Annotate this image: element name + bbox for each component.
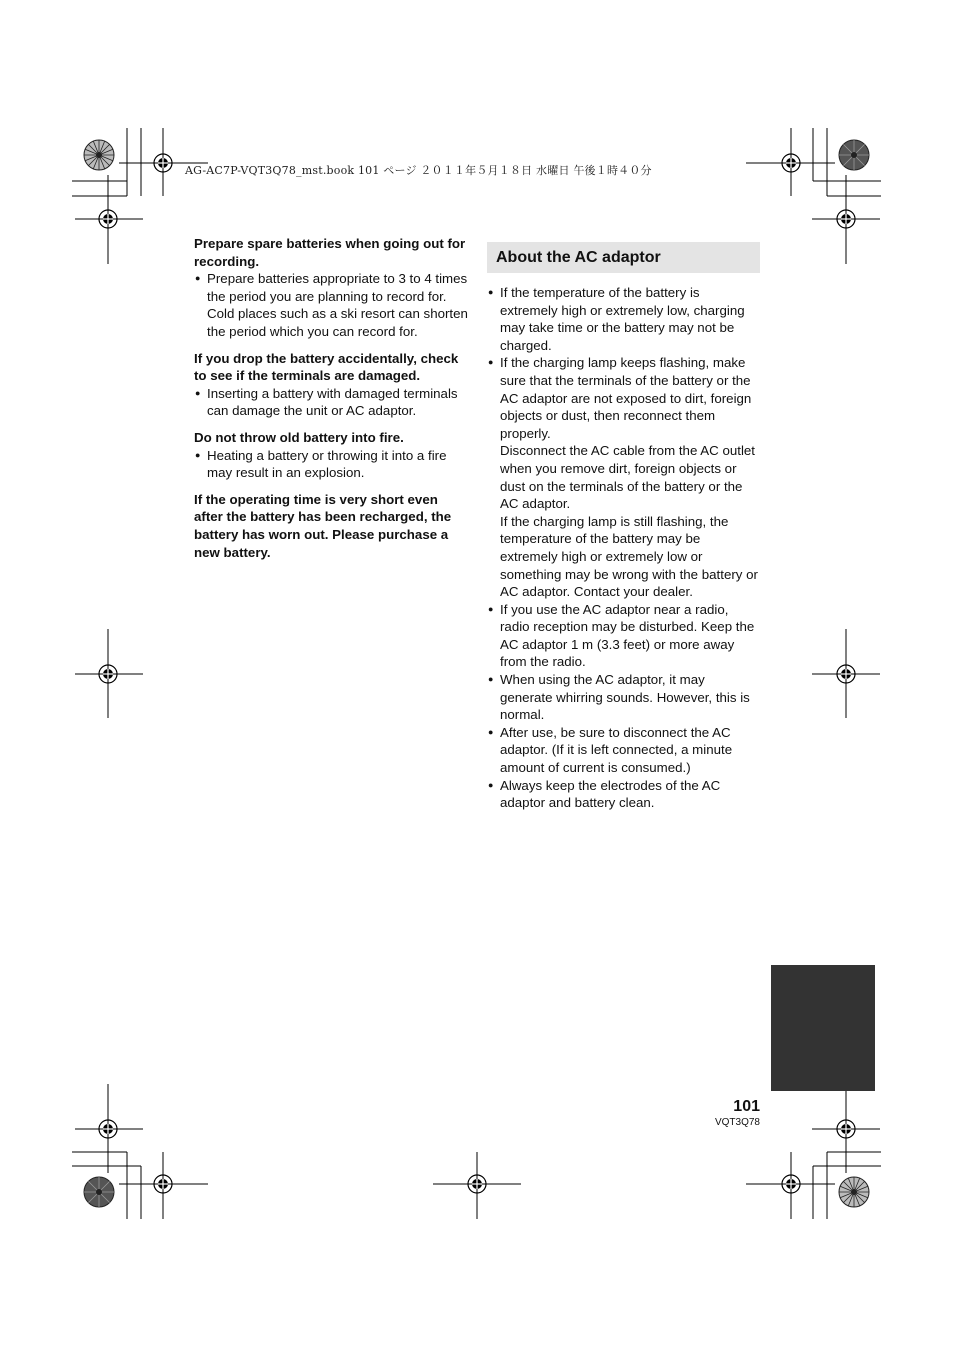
- section-heading: Prepare spare batteries when going out for recording.: [194, 236, 466, 269]
- document-code: VQT3Q78: [714, 1117, 760, 1128]
- list-item: [487, 724, 760, 777]
- ac-adaptor-bullets: [487, 284, 760, 812]
- list-item: [487, 777, 760, 812]
- list-item: [487, 671, 760, 724]
- right-column: [487, 242, 760, 812]
- list-item-text: When using the AC adaptor, it may generate whirring sounds. However, this is normal.: [500, 672, 750, 723]
- list-item: [487, 601, 760, 671]
- closing-note: If the operating time is very short even after the battery has been recharged, the battery has worn out. Please purchase a new battery.: [194, 491, 452, 560]
- section-fire-warning: [194, 429, 469, 482]
- list-item-extra: Disconnect the AC cable from the AC outlet when you remove dirt, foreign objects or dust on the terminals of the battery or the AC adaptor.: [500, 443, 755, 512]
- bullet-list: [194, 385, 469, 420]
- section-spare-batteries: [194, 235, 469, 341]
- section-heading: If you drop the battery accidentally, check to see if the terminals are damaged.: [194, 350, 459, 384]
- list-item-text: If the temperature of the battery is extremely high or extremely low, charging may take time or the battery may not be charged.: [500, 285, 745, 353]
- bullet-list: [194, 447, 469, 482]
- list-item: ● Inserting a battery with damaged terminals can damage the unit or AC adaptor.: [194, 385, 469, 420]
- section-title-ac-adaptor: About the AC adaptor: [487, 242, 760, 273]
- section-drop-battery: [194, 350, 469, 420]
- bullet-list: [194, 270, 469, 340]
- list-item: [487, 284, 760, 354]
- list-item-text: After use, be sure to disconnect the AC adaptor. (If it is left connected, a minute amount of current is consumed.): [500, 724, 733, 776]
- page-number: 101: [733, 1098, 760, 1115]
- list-item: ● Prepare batteries appropriate to 3 to 4 times the period you are planning to record for. Cold places such as a ski resort can shorten the period which you can record for.: [194, 270, 469, 340]
- section-heading: Do not throw old battery into fire.: [194, 429, 404, 445]
- list-item-text: Always keep the electrodes of the AC adaptor and battery clean.: [500, 777, 721, 811]
- list-item-text: If the charging lamp keeps flashing, make sure that the terminals of the battery or the AC adaptor are not exposed to dirt, foreign objects or dust, then reconnect them properly.: [500, 355, 752, 441]
- section-tab: [771, 965, 875, 1091]
- print-slug: AG-AC7P-VQT3Q78_mst.book 101 ページ ２０１１年５月１８日 水曜日 午後１時４０分: [185, 164, 652, 177]
- left-column: [194, 235, 469, 561]
- list-item: ● Heating a battery or throwing it into a fire may result in an explosion.: [194, 447, 469, 482]
- list-item-extra: If the charging lamp is still flashing, the temperature of the battery may be extremely high or extremely low or something may be wrong with the battery or AC adaptor. Contact your dealer.: [500, 513, 758, 600]
- list-item: [487, 354, 760, 600]
- list-item-text: If you use the AC adaptor near a radio, radio reception may be disturbed. Keep the AC adaptor 1 m (3.3 feet) or more away from the radio.: [500, 601, 755, 670]
